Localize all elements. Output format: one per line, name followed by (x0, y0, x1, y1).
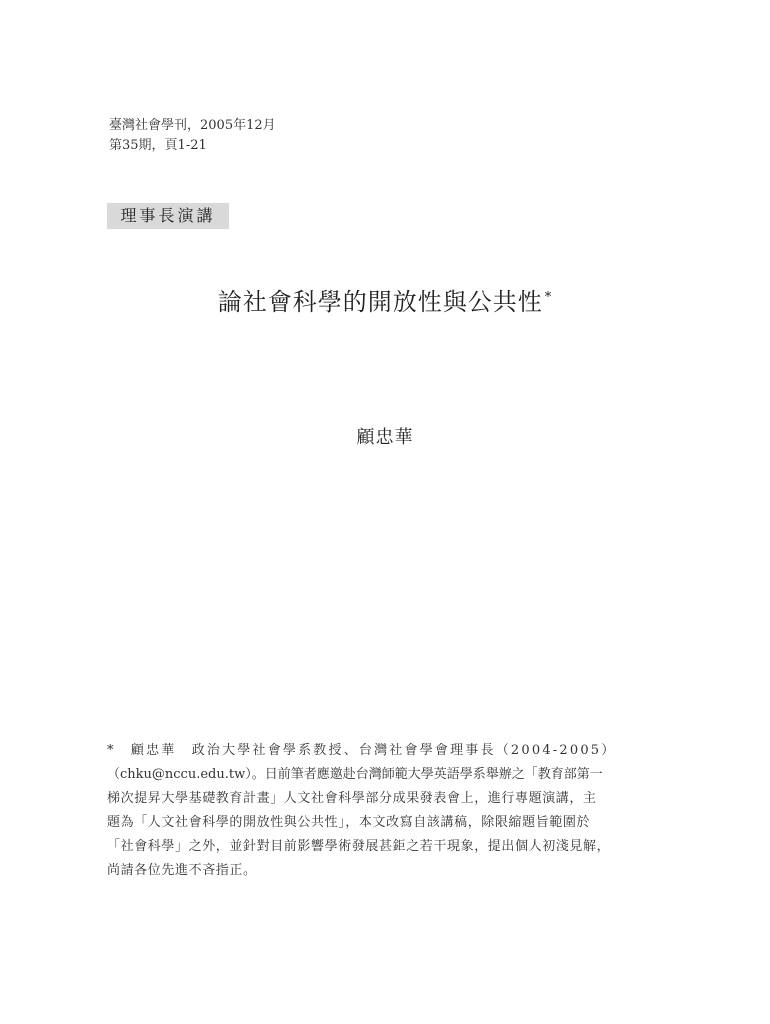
journal-citation (109, 116, 276, 156)
footnote-marker: * (544, 290, 553, 305)
footnote-line: （chku@nccu.edu.tw）。日前筆者應邀赴台灣師範大學英語學系舉辦之「教育部第一 (107, 767, 603, 782)
footnote-line: 題為「人文社會科學的開放性與公共性」，本文改寫自該講稿，除限縮題旨範圍於 (107, 815, 591, 830)
author-name: 顧忠華 (356, 427, 414, 448)
footnote-line: 尚請各位先進不吝指正。 (107, 863, 257, 878)
footnote-line: 「社會科學」之外，並針對目前影響學術發展甚鉅之若干現象，提出個人初淺見解， (107, 839, 611, 854)
section-label: 理事長演講 (107, 203, 229, 229)
journal-name-date: 臺灣社會學刊，2005年12月 (109, 118, 276, 133)
paper-title-text: 論社會科學的開放性與公共性 (217, 288, 543, 316)
footnote-line: * 顧忠華 政治大學社會學系教授、台灣社會學會理事長（2004-2005） (107, 743, 617, 758)
footnote-line: 梯次提昇大學基礎教育計畫」人文社會科學部分成果發表會上，進行專題演講，主 (107, 791, 597, 806)
author-footnote (107, 739, 663, 883)
journal-issue-pages: 第35期，頁1-21 (109, 138, 207, 153)
paper-title (0, 284, 770, 320)
